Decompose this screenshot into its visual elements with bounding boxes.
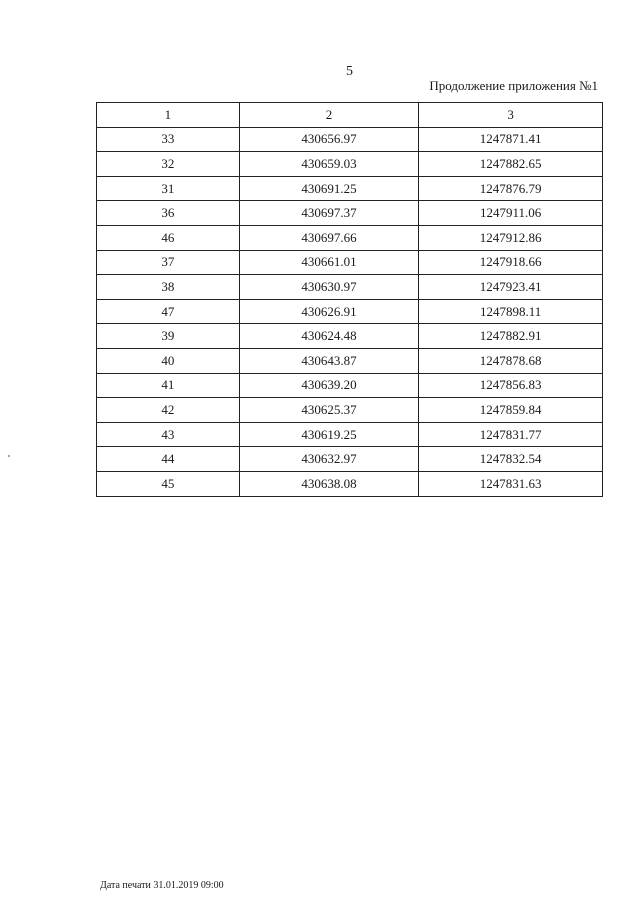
x-coordinate-cell: 430661.01 [239, 250, 419, 275]
x-coordinate-cell: 430630.97 [239, 275, 419, 300]
x-coordinate-cell: 430643.87 [239, 348, 419, 373]
y-coordinate-cell: 1247859.84 [419, 398, 603, 423]
table-row [97, 373, 603, 398]
table-row [97, 275, 603, 300]
margin-mark [8, 455, 10, 457]
table-row [97, 176, 603, 201]
y-coordinate-cell: 1247832.54 [419, 447, 603, 472]
x-coordinate-cell: 430632.97 [239, 447, 419, 472]
point-number-cell: 41 [97, 373, 240, 398]
x-coordinate-cell: 430638.08 [239, 471, 419, 496]
y-coordinate-cell: 1247831.77 [419, 422, 603, 447]
table-row [97, 225, 603, 250]
point-number-cell: 40 [97, 348, 240, 373]
x-coordinate-cell: 430691.25 [239, 176, 419, 201]
table-row [97, 127, 603, 152]
table-row [97, 422, 603, 447]
point-number-cell: 42 [97, 398, 240, 423]
table-row [97, 324, 603, 349]
x-coordinate-cell: 430656.97 [239, 127, 419, 152]
point-number-cell: 47 [97, 299, 240, 324]
column-header-2: 2 [239, 103, 419, 128]
x-coordinate-cell: 430639.20 [239, 373, 419, 398]
x-coordinate-cell: 430619.25 [239, 422, 419, 447]
y-coordinate-cell: 1247898.11 [419, 299, 603, 324]
page-number: 5 [346, 64, 353, 79]
x-coordinate-cell: 430624.48 [239, 324, 419, 349]
table-row [97, 398, 603, 423]
y-coordinate-cell: 1247918.66 [419, 250, 603, 275]
y-coordinate-cell: 1247831.63 [419, 471, 603, 496]
column-header-1: 1 [97, 103, 240, 128]
y-coordinate-cell: 1247882.91 [419, 324, 603, 349]
point-number-cell: 39 [97, 324, 240, 349]
table-row [97, 250, 603, 275]
y-coordinate-cell: 1247912.86 [419, 225, 603, 250]
point-number-cell: 31 [97, 176, 240, 201]
print-date: Дата печати 31.01.2019 09:00 [100, 880, 224, 891]
point-number-cell: 38 [97, 275, 240, 300]
column-header-3: 3 [419, 103, 603, 128]
x-coordinate-cell: 430697.66 [239, 225, 419, 250]
x-coordinate-cell: 430625.37 [239, 398, 419, 423]
table-row [97, 447, 603, 472]
table-row [97, 201, 603, 226]
y-coordinate-cell: 1247923.41 [419, 275, 603, 300]
y-coordinate-cell: 1247871.41 [419, 127, 603, 152]
point-number-cell: 43 [97, 422, 240, 447]
point-number-cell: 32 [97, 152, 240, 177]
y-coordinate-cell: 1247876.79 [419, 176, 603, 201]
y-coordinate-cell: 1247882.65 [419, 152, 603, 177]
point-number-cell: 46 [97, 225, 240, 250]
point-number-cell: 45 [97, 471, 240, 496]
y-coordinate-cell: 1247856.83 [419, 373, 603, 398]
point-number-cell: 36 [97, 201, 240, 226]
table-header-row [97, 103, 603, 128]
x-coordinate-cell: 430697.37 [239, 201, 419, 226]
point-number-cell: 37 [97, 250, 240, 275]
table-row [97, 348, 603, 373]
table-row [97, 299, 603, 324]
y-coordinate-cell: 1247911.06 [419, 201, 603, 226]
point-number-cell: 44 [97, 447, 240, 472]
table-row [97, 152, 603, 177]
y-coordinate-cell: 1247878.68 [419, 348, 603, 373]
appendix-continuation-note: Продолжение приложения №1 [429, 78, 598, 93]
coordinates-table [96, 102, 603, 497]
x-coordinate-cell: 430626.91 [239, 299, 419, 324]
x-coordinate-cell: 430659.03 [239, 152, 419, 177]
table-row [97, 471, 603, 496]
point-number-cell: 33 [97, 127, 240, 152]
